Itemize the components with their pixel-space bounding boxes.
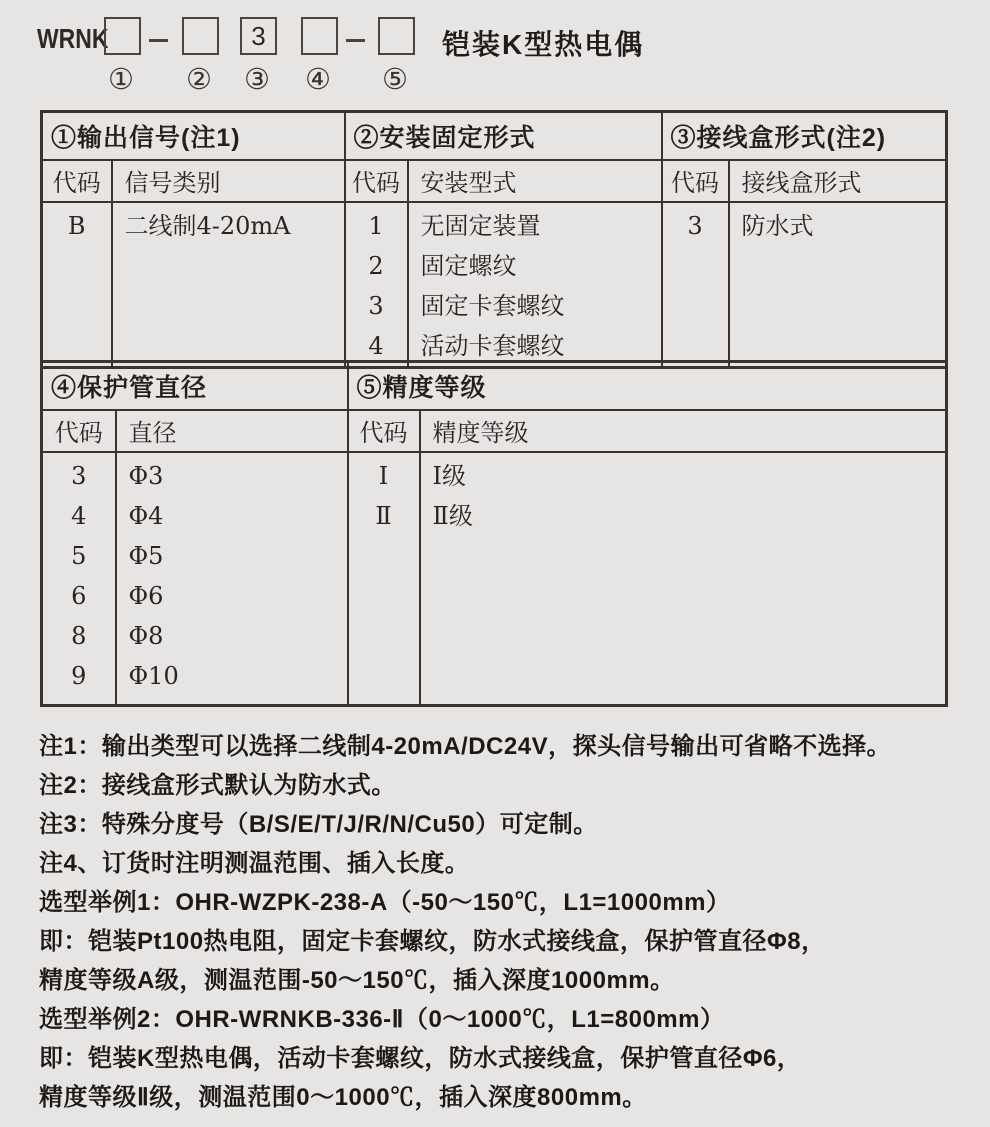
code-value: 3 — [368, 291, 384, 320]
code-value: 9 — [71, 661, 87, 690]
selection-example-1: 选型举例1：OHR-WZPK-238-A（-50～150℃，L1=1000mm） — [39, 889, 731, 916]
code-value: Ⅱ — [375, 501, 392, 530]
position-label-4: ④ — [305, 62, 331, 96]
model-box-1 — [104, 17, 141, 55]
code-value: 1 — [368, 211, 384, 240]
column-header-code: 代码 — [345, 160, 408, 202]
diameter-value: Φ10 — [128, 661, 179, 690]
column-header-code: 代码 — [42, 410, 116, 452]
example-1-description-line-1: 即：铠装Pt100热电阻，固定卡套螺纹，防水式接线盒，保护管直径Φ8， — [39, 928, 826, 955]
section-title-accuracy-grade: ⑤精度等级 — [348, 362, 947, 410]
section-title-output-signal: ①输出信号(注1) — [42, 112, 345, 160]
model-box-2 — [182, 17, 219, 55]
diameter-value: Φ5 — [128, 541, 164, 570]
code-value: 4 — [368, 331, 384, 360]
diameter-codes — [42, 452, 116, 706]
diameter-value: Φ3 — [128, 461, 164, 490]
code-value: 3 — [71, 461, 87, 490]
code-value: 8 — [71, 621, 87, 650]
column-header-code: 代码 — [348, 410, 420, 452]
accuracy-grade-value: Ⅰ级 — [432, 461, 466, 490]
output-signal-values — [112, 202, 345, 368]
model-box-4 — [301, 17, 338, 55]
code-value: 4 — [71, 501, 87, 530]
position-label-3: ③ — [244, 62, 270, 96]
junction-box-style-value: 防水式 — [741, 211, 814, 240]
diameter-value: Φ8 — [128, 621, 164, 650]
accuracy-grade-value: Ⅱ级 — [432, 501, 473, 530]
code-value: B — [67, 211, 86, 240]
note-2: 注2：接线盒形式默认为防水式。 — [39, 772, 396, 799]
diameter-values — [116, 452, 348, 706]
mounting-values — [408, 202, 662, 368]
code-value: 2 — [368, 251, 384, 280]
column-header-diameter: 直径 — [116, 410, 348, 452]
code-value: 5 — [71, 541, 87, 570]
column-header-accuracy-grade: 精度等级 — [420, 410, 947, 452]
mounting-style-value: 活动卡套螺纹 — [420, 331, 565, 360]
note-4: 注4、订货时注明测温范围、插入长度。 — [39, 850, 470, 877]
section-title-tube-diameter: ④保护管直径 — [42, 362, 348, 410]
position-label-5: ⑤ — [382, 62, 408, 96]
column-header-signal-type: 信号类别 — [112, 160, 345, 202]
diameter-value: Φ6 — [128, 581, 164, 610]
code-value: 6 — [71, 581, 87, 610]
accuracy-codes — [348, 452, 420, 706]
spec-table-top — [40, 110, 948, 369]
position-label-1: ① — [108, 62, 134, 96]
example-1-description-line-2: 精度等级A级，测温范围-50～150℃，插入深度1000mm。 — [39, 967, 675, 994]
column-header-code: 代码 — [662, 160, 729, 202]
note-1: 注1：输出类型可以选择二线制4-20mA/DC24V，探头信号输出可省略不选择。 — [39, 733, 892, 760]
code-value: 3 — [687, 211, 703, 240]
output-signal-codes — [42, 202, 112, 368]
model-prefix: WRNK — [37, 23, 109, 54]
selection-example-2: 选型举例2：OHR-WRNKB-336-Ⅱ（0～1000℃，L1=800mm） — [39, 1006, 725, 1033]
diameter-value: Φ4 — [128, 501, 164, 530]
dash-separator-icon — [346, 39, 365, 42]
section-title-junction-box: ③接线盒形式(注2) — [662, 112, 947, 160]
column-header-junction-box-style: 接线盒形式 — [729, 160, 947, 202]
code-value: Ⅰ — [378, 461, 389, 490]
junction-box-codes — [662, 202, 729, 368]
junction-box-values — [729, 202, 947, 368]
mounting-codes — [345, 202, 408, 368]
product-title: 铠装K型热电偶 — [442, 29, 645, 60]
mounting-style-value: 固定卡套螺纹 — [420, 291, 565, 320]
signal-type-value: 二线制4-20mA — [124, 211, 291, 240]
note-3: 注3：特殊分度号（B/S/E/T/J/R/N/Cu50）可定制。 — [39, 811, 598, 838]
accuracy-values — [420, 452, 947, 706]
column-header-mounting-style: 安装型式 — [408, 160, 662, 202]
model-box-5 — [378, 17, 415, 55]
notes-section — [39, 727, 979, 1117]
mounting-style-value: 固定螺纹 — [420, 251, 517, 280]
column-header-code: 代码 — [42, 160, 112, 202]
mounting-style-value: 无固定装置 — [420, 211, 541, 240]
position-label-2: ② — [186, 62, 212, 96]
example-2-description-line-1: 即：铠装K型热电偶，活动卡套螺纹，防水式接线盒，保护管直径Φ6， — [39, 1045, 802, 1072]
dash-separator-icon — [149, 39, 168, 42]
example-2-description-line-2: 精度等级Ⅱ级，测温范围0～1000℃，插入深度800mm。 — [39, 1084, 647, 1111]
model-box-3: 3 — [240, 17, 277, 55]
spec-table-bottom — [40, 360, 948, 707]
section-title-mounting-type: ②安装固定形式 — [345, 112, 662, 160]
